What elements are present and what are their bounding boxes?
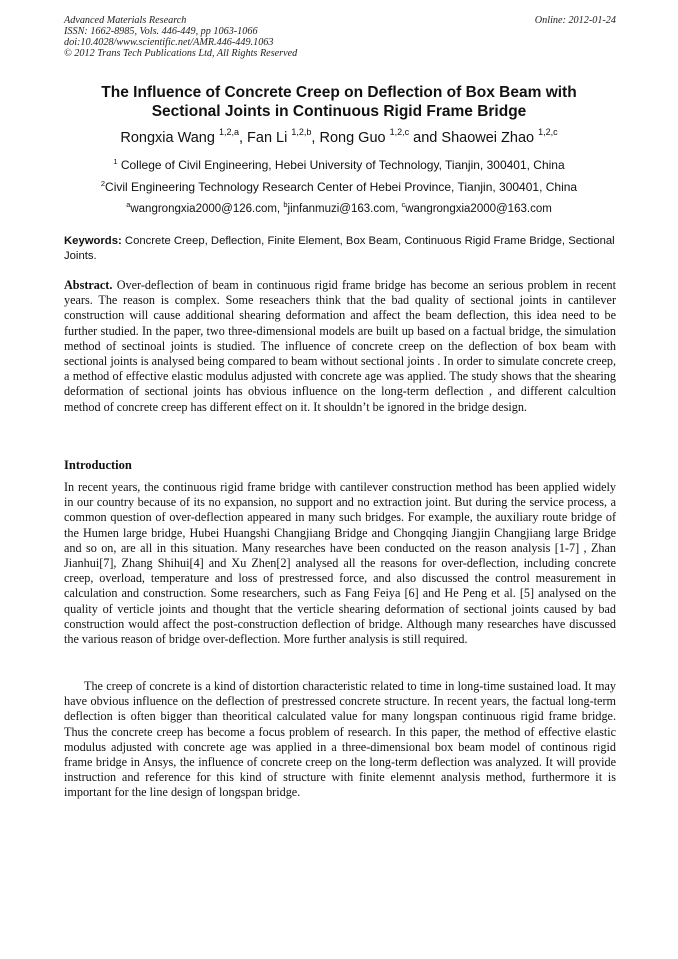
author-name: Shaowei Zhao [441, 129, 535, 146]
email-marker: c [401, 200, 406, 209]
email-marker: a [126, 200, 131, 209]
affiliation-1 [20, 157, 658, 172]
author-separator: , [311, 129, 316, 146]
title-line-1: The Influence of Concrete Creep on Deflection of Box Beam with [101, 84, 577, 101]
author-name: Rongxia Wang [120, 129, 215, 146]
email-address: jinfanmuzi@163.com, [287, 202, 399, 215]
author-affiliation-marker: 1,2,b [291, 127, 312, 137]
introduction-heading: Introduction [64, 458, 132, 472]
paper-title [40, 83, 638, 121]
author-affiliation-marker: 1,2,a [218, 127, 239, 137]
author-separator: , [238, 129, 244, 146]
online-date: Online: 2012-01-24 [534, 15, 616, 26]
author-list [20, 128, 658, 146]
journal-header [64, 15, 616, 59]
abstract-text: Over-deflection of beam in continuous rigid frame bridge has become an serious problem in recent years. The reason is complex. Some reseachers think that the bad quality of sectional joints in cantilever construction will cause additional shearing deformation and affect the beam deflection, this idea need to be further studied. In the paper, two three-dimensional models are built up based on a factual bridge, the simulation method of sectinoal joints is studied. The influence of concrete creep on the deflection of box beam with sectional joints is analysed being compared to beam without sectional joints . In order to simulate concrete creep, a method of effective elastic modulus adjusted with concrete age was applied. The study shows that the shearing deformation of sectional joints has obvious influence on the long-term deflection , and different calcultion method of concrete creep has different effect on it. It shouldn’t be ignored in the bridge design. [64, 278, 616, 414]
email-marker: b [283, 200, 288, 209]
introduction-paragraph-2: The creep of concrete is a kind of distortion characteristic related to time in long-time sustained load. It may have obvious influence on the deflection of prestressed concrete structure. In recent years, the factual long-term deflection is often bigger than theoritical calculated value for many longspan continuous rigid frame bridge. Thus the concrete creep has become a focus problem of research. In this paper, the method of effective elastic modulus adjusted with concrete age was applied in a three-dimensional box beam model of continous rigid frame bridge in Ansys, the influence of concrete creep on the long-term deflection was analyzed. It will provide instruction and reference for this kind of structure with finite elemennt analysis method, furthermore it is important for the line design of longspan bridge. [64, 679, 616, 800]
author-name: Fan Li [247, 129, 288, 146]
abstract-label: Abstract. [64, 278, 113, 292]
affiliation-marker: 2 [100, 179, 106, 188]
author-separator: and [413, 129, 438, 146]
affiliation-text: College of Civil Engineering, Hebei University of Technology, Tianjin, 300401, China [120, 158, 565, 172]
title-line-2: Sectional Joints in Continuous Rigid Frame Bridge [151, 103, 527, 120]
affiliation-2 [20, 179, 658, 194]
author-affiliation-marker: 1,2,c [389, 127, 410, 137]
author-affiliation-marker: 1,2,c [538, 127, 558, 137]
email-address: wangrongxia2000@163.com [405, 202, 552, 215]
author-name: Rong Guo [319, 129, 386, 146]
journal-name: Advanced Materials Research [64, 15, 187, 26]
affiliation-text: Civil Engineering Technology Research Center of Hebei Province, Tianjin, 300401, China [105, 180, 578, 194]
author-emails [20, 200, 658, 215]
affiliation-marker: 1 [113, 157, 118, 166]
issn-line: ISSN: 1662-8985, Vols. 446-449, pp 1063-1066 [64, 26, 258, 37]
copyright-line: © 2012 Trans Tech Publications Ltd, All Rights Reserved [64, 48, 298, 59]
keywords-block [64, 234, 616, 264]
introduction-paragraph-1: In recent years, the continuous rigid frame bridge with cantilever construction method has been applied widely in our country because of its no expansion, no support and no extraction joint. But during the service process, a common question of over-deflection appeared in many such bridges. For example, the auxiliary route bridge of the Humen large bridge, Hubei Huangshi Changjiang Bridge and Chongqing Jiangjin Changjiang large Bridge and so on, are all in this situation. Many researches have been conducted on the reason analysis [1-7] , Zhan Jianhui[7], Zhang Shihui[4] and Xu Zhen[2] analysed all the reasons for over-deflection, including concrete creep, overload, temperature and loss of prestressed force, and also discussed the control measurement in calculation and construction. Some researchers, such as Fang Feiya [6] and He Peng et al. [5] analysed on the quality of verticle joints and thought that the verticle shearing deformation of sectional joints caused by bad construction would affect the post-construction deflection of bridge. Although many researches have discussed the various reason of bridge over-deflection. More further analysis is still required. [64, 480, 616, 647]
doi-line: doi:10.4028/www.scientific.net/AMR.446-449.1063 [64, 37, 274, 48]
abstract-block [64, 278, 616, 415]
email-address: wangrongxia2000@126.com, [130, 202, 281, 215]
keywords-label: Keywords: [64, 235, 122, 247]
keywords-text: Concrete Creep, Deflection, Finite Element, Box Beam, Continuous Rigid Frame Bridge, Sectional Joints. [64, 235, 615, 262]
